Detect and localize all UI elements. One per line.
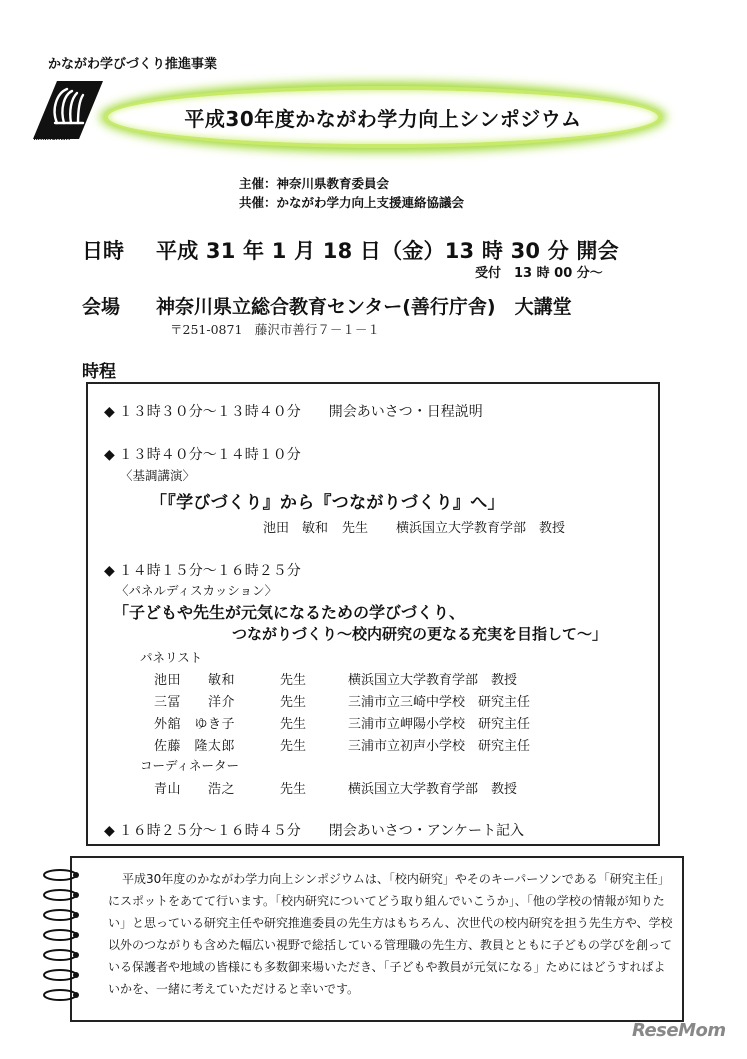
reception-time: 受付 13 時 00 分～: [475, 266, 603, 281]
schedule-item-panel: ◆ １４時１５分～１６時２５分: [104, 563, 301, 579]
program-label: 時程: [82, 362, 116, 382]
organization-label: かながわ学びづくり推進事業: [48, 57, 218, 72]
speaker-title: 先生: [342, 521, 369, 536]
speaker-name: 池田 敏和: [263, 521, 329, 536]
schedule-item-closing: ◆ １６時２５分～１６時４５分 閉会あいさつ・アンケート記入: [104, 823, 524, 839]
spiral-ring-icon: [40, 908, 86, 922]
cohost-organizer: 共催：かながわ学力向上支援連絡協議会: [239, 195, 465, 210]
spiral-ring-icon: [40, 868, 86, 882]
diamond-bullet-icon: ◆: [104, 563, 115, 579]
diamond-bullet-icon: ◆: [104, 404, 115, 420]
diamond-bullet-icon: ◆: [104, 823, 115, 839]
keynote-label: 〈基調講演〉: [120, 468, 196, 483]
schedule-item-keynote: ◆ １３時４０分～１４時１０分: [104, 447, 301, 463]
spiral-ring-icon: [40, 888, 86, 902]
date-label: 日時: [82, 239, 124, 263]
date-value: 平成 31 年 1 月 18 日（金）13 時 30 分 開会: [156, 239, 619, 263]
resemom-watermark: ReseMom: [632, 1020, 726, 1041]
keynote-title: 「『学びづくり』から『つながりづくり』へ」: [150, 493, 505, 513]
schedule-item-opening: ◆ １３時３０分～１３時４０分 開会あいさつ・日程説明: [104, 404, 483, 420]
panelists-label: パネリスト: [140, 650, 203, 665]
panel-title-line2: つながりづくり～校内研究の更なる充実を目指して～」: [232, 625, 608, 643]
spiral-ring-icon: [40, 968, 86, 982]
logo-caption: KANAGAWA: [33, 136, 71, 142]
coordinator-label: コーディネーター: [140, 758, 240, 773]
diamond-bullet-icon: ◆: [104, 447, 115, 463]
panel-label: 〈パネルディスカッション〉: [116, 583, 278, 598]
speaker-affiliation: 横浜国立大学教育学部 教授: [396, 521, 566, 536]
host-organizer: 主催：神奈川県教育委員会: [239, 176, 390, 191]
venue-value: 神奈川県立総合教育センター(善行庁舎) 大講堂: [156, 296, 572, 318]
kanagawa-logo-icon: [27, 77, 103, 143]
panel-title-line1: 「子どもや先生が元気になるための学びづくり、: [113, 603, 466, 622]
page-title: 平成30年度かながわ学力向上シンポジウム: [184, 106, 582, 131]
spiral-ring-icon: [40, 988, 86, 1002]
keynote-speaker: [263, 517, 565, 536]
spiral-ring-icon: [40, 928, 86, 942]
venue-address: 〒251-0871 藤沢市善行７－１－１: [170, 322, 380, 337]
notice-text: 平成30年度のかながわ学力向上シンポジウムは、「校内研究」やそのキーパーソンである「研究主任」にスポットをあてて行います。「校内研究についてどう取り組んでいこうか」、「他の学校の情報が知りたい」と思っている研究主任や研究推進委員の先生方はもちろん、次世代の校内研究を担う先生方や、学校以外のつながりも含めた幅広い視野で総括している管理職の先生方、教員とともに子どもの学びを創っている保護者や地域の皆様にも多数御来場いただき、「子どもや教員が元気になる」ためにはどうすればよいかを、一緒に考えていただけると幸いです。: [108, 872, 673, 996]
venue-label: 会場: [82, 296, 121, 318]
spiral-ring-icon: [40, 948, 86, 962]
